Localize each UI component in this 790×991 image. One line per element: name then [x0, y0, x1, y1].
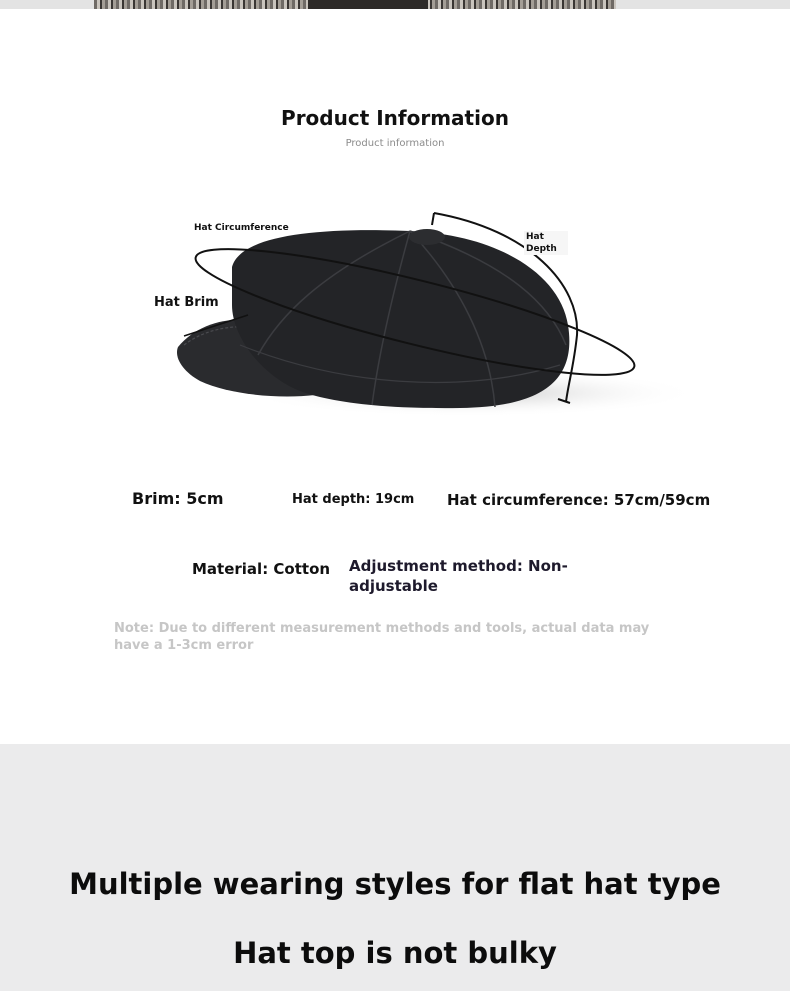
- hat-button: [409, 229, 445, 245]
- label-hat-brim: Hat Brim: [154, 295, 219, 310]
- banner-subheadline: Hat top is not bulky: [233, 936, 557, 970]
- label-hat-circumference: Hat Circumference: [194, 223, 289, 233]
- measurement-note: Note: Due to different measurement methods and tools, actual data may have a 1-3cm error: [114, 621, 650, 653]
- spec-brim: Brim: 5cm: [132, 489, 224, 508]
- section-title: Product Information: [281, 106, 509, 130]
- banner-headline: Multiple wearing styles for flat hat type: [69, 867, 721, 901]
- previous-product-photo: [94, 0, 616, 9]
- spec-circumference: Hat circumference: 57cm/59cm: [447, 491, 711, 509]
- spec-adjustment: Adjustment method: Non-adjustable: [349, 557, 568, 595]
- wearing-styles-banner: [0, 744, 790, 991]
- section-subtitle: Product information: [345, 138, 445, 149]
- label-hat-depth: Hat Depth: [524, 231, 568, 255]
- spec-material: Material: Cotton: [192, 560, 331, 578]
- top-strip: [0, 0, 790, 9]
- spec-depth: Hat depth: 19cm: [292, 492, 415, 507]
